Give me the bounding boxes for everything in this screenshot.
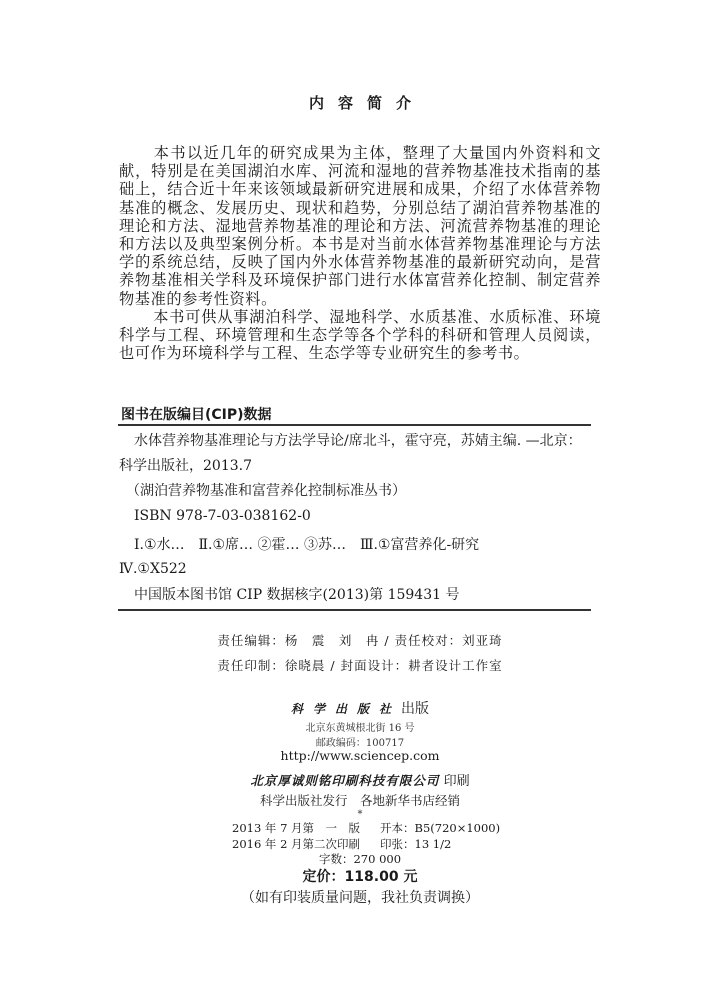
separator-asterisk: *: [357, 809, 363, 820]
printer-suffix: 印刷: [443, 774, 470, 789]
printing-line: 2016 年 2 月第二次印刷: [232, 837, 361, 851]
summary-paragraph-2: [119, 308, 601, 363]
printing-row: [232, 836, 452, 852]
publisher-address: 北京东黄城根北街 16 号: [305, 723, 415, 734]
printer-line: [0, 770, 720, 789]
publisher-postcode: 邮政编码：100717: [315, 738, 405, 749]
staff-line-2: 责任印制：徐晓晨 / 封面设计：耕者设计工作室: [217, 658, 503, 673]
summary-paragraph-1-text: 本书以近几年的研究成果为主体，整理了大量国内外资料和文献，特别是在美国湖泊水库、河流和湿地的营养物基准技术指南的基础上，结合近十年来该领域最新研究进展和成果，介绍了水体营养物基准的概念、发展历史、现状和趋势，分别总结了湖泊营养物基准的理论和方法、湿地营养物基准的理论和方法、河流营养物基准的理论和方法以及典型案例分析。本书是对当前水体营养物基准理论与方法学的系统总结，反映了国内外水体营养物基准的最新研究动向，是营养物基准相关学科及环境保护部门进行水体富营养化控制、制定营养物基准的参考性资料。: [119, 144, 601, 308]
cip-classification-2: Ⅳ.①X522: [119, 561, 187, 577]
cip-heading: 图书在版编目(CIP)数据: [121, 407, 272, 423]
cip-bottom-rule: [118, 609, 591, 611]
quality-notice: （如有印装质量问题，我社负责调换）: [241, 890, 479, 906]
cip-classification-1: Ⅰ.①水… Ⅱ.①席… ②霍… ③苏… Ⅲ.①富营养化-研究: [134, 537, 480, 553]
cip-title-line-1: 水体营养物基准理论与方法学导论/席北斗，霍守亮，苏婧主编. —北京：: [134, 433, 582, 449]
cip-series: （湖泊营养物基准和富营养化控制标准丛书）: [126, 483, 406, 499]
printer-name: 北京厚诚则铭印刷科技有限公司: [250, 773, 440, 788]
edition-line: 2013 年 7 月第 一 版: [232, 821, 361, 835]
price: 定价：118.00 元: [302, 869, 418, 885]
publisher-suffix: 出版: [401, 701, 429, 717]
sheets-info: 印张：13 1/2: [380, 837, 452, 851]
cip-number: 中国版本图书馆 CIP 数据核字(2013)第 159431 号: [134, 587, 460, 603]
staff-line-1: 责任编辑：杨 震 刘 冉 / 责任校对：刘亚琦: [217, 633, 503, 648]
word-count: 字数：270 000: [318, 852, 402, 866]
format-info: 开本：B5(720×1000): [380, 821, 501, 835]
edition-row: [232, 820, 501, 836]
publisher-url: http://www.sciencep.com: [280, 748, 440, 763]
page-title: 内容简介: [308, 94, 425, 112]
summary-paragraph-1: [119, 144, 601, 308]
publisher-name: 科学出版社: [290, 702, 401, 716]
cip-title-line-2: 科学出版社，2013.7: [119, 458, 252, 474]
cip-top-rule: [118, 424, 591, 426]
distribution-line: 科学出版社发行 各地新华书店经销: [259, 793, 460, 808]
summary-paragraph-2-text: 本书可供从事湖泊科学、湿地科学、水质基准、水质标准、环境科学与工程、环境管理和生态学等各个学科的科研和管理人员阅读，也可作为环境科学与工程、生态学等专业研究生的参考书。: [119, 308, 601, 363]
cip-isbn: ISBN 978-7-03-038162-0: [134, 508, 311, 524]
publisher-line: [0, 698, 720, 718]
